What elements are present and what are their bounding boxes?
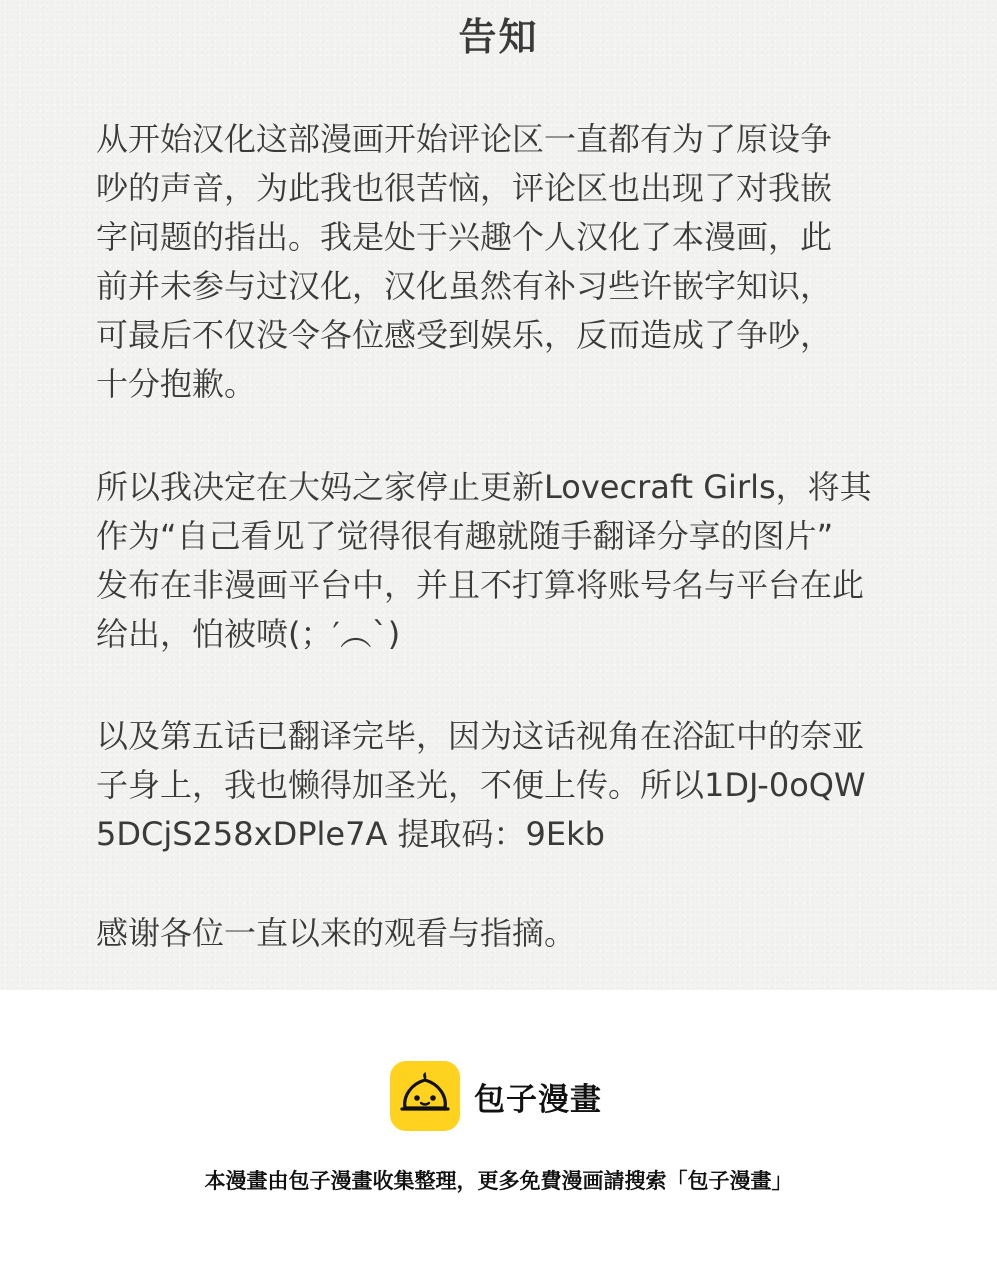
text-line: 作为“自己看见了觉得很有趣就随手翻译分享的图片” xyxy=(96,517,834,555)
text-line: 所以我决定在大妈之家停止更新Lovecraft Girls，将其 xyxy=(96,468,872,506)
bun-face-icon xyxy=(390,1061,460,1131)
footer xyxy=(0,990,997,1272)
notice-paragraph-1 xyxy=(96,115,832,409)
text-line: 十分抱歉。 xyxy=(96,365,257,403)
text-line: 从开始汉化这部漫画开始评论区一直都有为了原设争 xyxy=(96,120,833,158)
notice-title: 告知 xyxy=(458,15,539,59)
text-line: 5DCjS258xDPle7A 提取码：9Ekb xyxy=(96,815,605,853)
text-line: 感谢各位一直以来的观看与指摘。 xyxy=(96,914,577,952)
brand[interactable] xyxy=(390,1060,602,1132)
text-line: 发布在非漫画平台中，并且不打算将账号名与平台在此 xyxy=(96,566,865,604)
text-line: 子身上，我也懒得加圣光，不便上传。所以1DJ-0oQW xyxy=(96,766,866,804)
notice-paragraph-4 xyxy=(96,909,576,958)
text-line: 以及第五话已翻译完毕，因为这话视角在浴缸中的奈亚 xyxy=(96,717,865,755)
text-line: 字问题的指出。我是处于兴趣个人汉化了本漫画，此 xyxy=(96,218,833,256)
text-line: 可最后不仅没令各位感受到娱乐，反而造成了争吵， xyxy=(96,316,833,354)
notice-paragraph-3 xyxy=(96,712,866,859)
text-line: 吵的声音，为此我也很苦恼，评论区也出现了对我嵌 xyxy=(96,169,833,207)
text-line: 给出，怕被喷(；′︵`) xyxy=(96,615,401,653)
bun-face-graphic xyxy=(395,1066,455,1126)
notice-paragraph-2 xyxy=(96,463,872,659)
footer-note: 本漫畫由包子漫畫收集整理，更多免費漫画請搜索「包子漫畫」 xyxy=(204,1169,793,1193)
text-line: 前并未参与过汉化，汉化虽然有补习些许嵌字知识， xyxy=(96,267,833,305)
brand-name: 包子漫畫 xyxy=(474,1081,602,1118)
